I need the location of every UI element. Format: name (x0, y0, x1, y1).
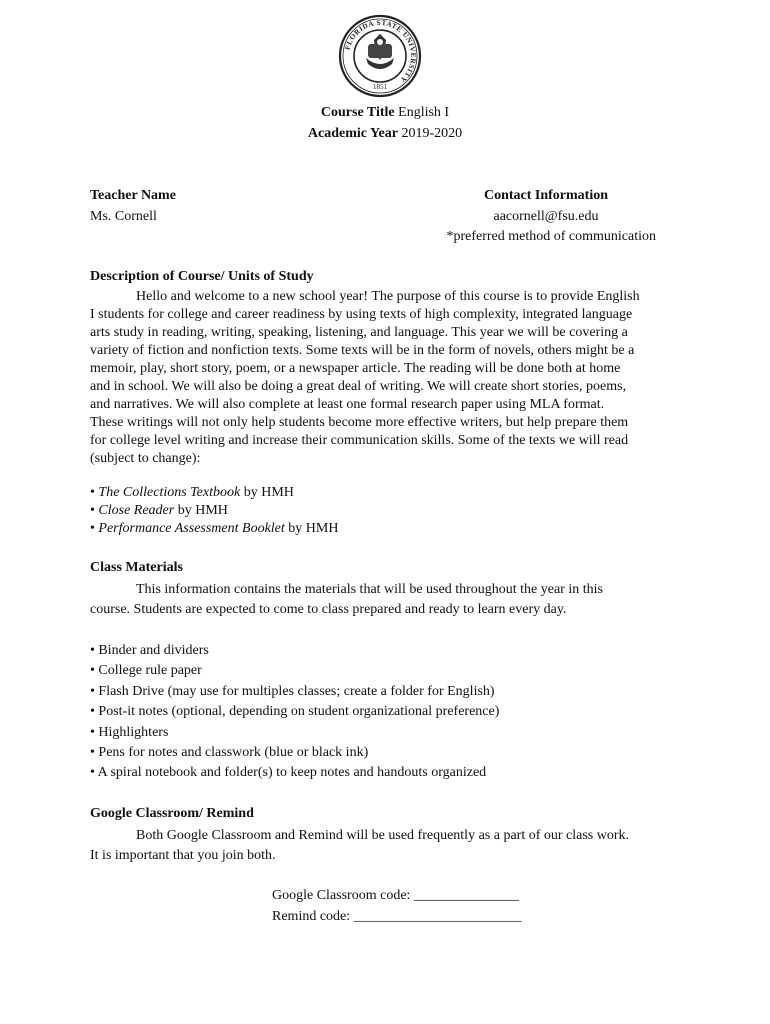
description-line: arts study in reading, writing, speaking, listening, and language. This year we will be covering a (90, 325, 628, 340)
list-item-text: Highlighters (98, 724, 169, 740)
book-list (90, 484, 338, 538)
list-item: • Performance Assessment Booklet by HMH (90, 521, 339, 536)
list-item: • Highlighters (90, 724, 169, 740)
google-paragraph (90, 826, 629, 866)
contact-info-label: Contact Information (483, 188, 609, 203)
materials-heading: Class Materials (90, 560, 183, 575)
list-item: • Post-it notes (optional, depending on student organizational preference) (90, 704, 500, 720)
google-line: Both Google Classroom and Remind will be used frequently as a part of our class work. (136, 828, 630, 843)
description-paragraph (90, 288, 684, 468)
academic-year-label: Academic Year (307, 126, 398, 141)
list-item: • The Collections Textbook by HMH (90, 485, 294, 500)
book-title: The Collections Textbook (98, 485, 241, 500)
description-line: and narratives. We will also complete at least one formal research paper using MLA format. (90, 397, 605, 412)
course-title-label: Course Title (320, 105, 395, 120)
materials-line: This information contains the materials that will be used throughout the year in this (136, 582, 603, 597)
contact-email: aacornell@fsu.edu (493, 209, 599, 224)
book-title: Close Reader (98, 503, 175, 518)
book-title: Performance Assessment Booklet (98, 521, 285, 536)
description-line: (subject to change): (90, 451, 201, 466)
google-heading: Google Classroom/ Remind (90, 806, 254, 821)
teacher-name: Ms. Cornell (90, 209, 157, 224)
google-classroom-code: Google Classroom code: _______________ (272, 888, 519, 903)
list-item-text: Flash Drive (may use for multiples classes; create a folder for English) (98, 683, 495, 699)
description-line: for college level writing and increase their communication skills. Some of the texts we will read (90, 433, 629, 448)
list-item-text: Post-it notes (optional, depending on student organizational preference) (98, 704, 500, 720)
description-line: Hello and welcome to a new school year! The purpose of this course is to provide English (136, 289, 640, 304)
list-item: • Flash Drive (may use for multiples classes; create a folder for English) (90, 683, 495, 699)
materials-paragraph (90, 580, 603, 620)
description-line: These writings will not only help students become more effective writers, but help prepare them (90, 415, 629, 430)
book-publisher: by HMH (177, 503, 228, 518)
description-line: memoir, play, short story, poem, or a newspaper article. The reading will be done both at home (90, 361, 621, 376)
list-item: • Close Reader by HMH (90, 503, 228, 518)
materials-line: course. Students are expected to come to class prepared and ready to learn every day. (90, 602, 567, 617)
list-item-text: A spiral notebook and folder(s) to keep notes and handouts organized (97, 765, 487, 781)
materials-list (90, 641, 499, 784)
description-heading: Description of Course/ Units of Study (90, 269, 314, 284)
list-item-text: College rule paper (98, 663, 202, 679)
academic-year-value: 2019-2020 (401, 126, 463, 141)
remind-code: Remind code: ________________________ (272, 909, 522, 924)
svg-text:FLORIDA STATE UNIVERSITY: FLORIDA STATE UNIVERSITY (343, 18, 418, 85)
google-line: It is important that you join both. (90, 848, 276, 863)
list-item-text: Binder and dividers (98, 643, 209, 658)
description-line: and in school. We will also be doing a great deal of writing. We will create short stories, poems, (90, 379, 627, 394)
svg-text:1851: 1851 (373, 83, 387, 91)
book-publisher: by HMH (288, 521, 339, 536)
list-item: • Binder and dividers (90, 643, 209, 658)
list-item: • Pens for notes and classwork (blue or black ink) (90, 745, 369, 761)
contact-note: *preferred method of communication (446, 229, 656, 244)
list-item: • A spiral notebook and folder(s) to keep notes and handouts organized (90, 765, 487, 781)
academic-year-line (0, 125, 770, 143)
teacher-name-label: Teacher Name (90, 188, 176, 203)
course-title-line (0, 104, 770, 122)
list-item: • College rule paper (90, 663, 202, 679)
description-line: variety of fiction and nonfiction texts. Some texts will be in the form of novels, others might be a (90, 343, 635, 358)
description-line: I students for college and career readiness by using texts of high complexity, integrated language (90, 307, 633, 322)
university-seal (338, 14, 422, 98)
course-title-value: English I (398, 105, 450, 120)
list-item-text: Pens for notes and classwork (blue or black ink) (98, 745, 369, 761)
book-publisher: by HMH (243, 485, 294, 500)
